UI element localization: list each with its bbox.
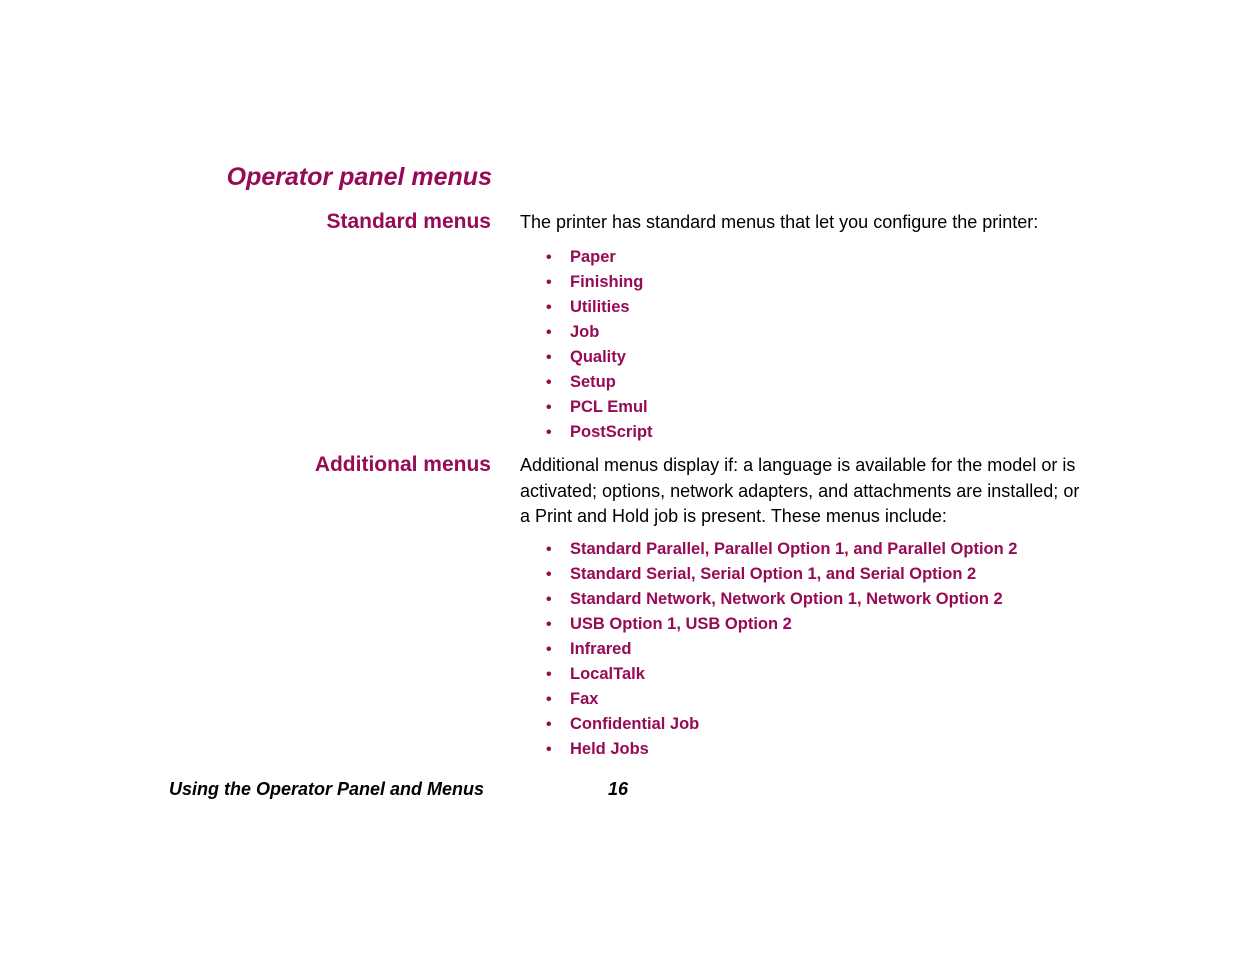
menu-item-label: Paper [570, 248, 616, 266]
menu-item-label: Quality [570, 348, 626, 366]
list-item [546, 395, 653, 420]
bullet-icon: • [546, 349, 552, 366]
list-item [546, 370, 653, 395]
menu-item-label: PCL Emul [570, 398, 648, 416]
page-number: 16 [608, 779, 629, 799]
additional-menus-heading: Additional menus [314, 453, 491, 476]
footer-chapter-title: Using the Operator Panel and Menus [169, 779, 485, 799]
bullet-icon: • [546, 591, 552, 608]
bullet-icon: • [546, 691, 552, 708]
menu-item-label: Standard Parallel, Parallel Option 1, and Parallel Option 2 [570, 540, 1018, 558]
list-item [546, 612, 1017, 637]
list-item [546, 345, 653, 370]
menu-item-label: Held Jobs [570, 740, 649, 758]
standard-menus-list [546, 245, 653, 445]
bullet-icon: • [546, 299, 552, 316]
list-item [546, 562, 1017, 587]
bullet-icon: • [546, 324, 552, 341]
list-item [546, 320, 653, 345]
standard-menus-intro: The printer has standard menus that let you configure the printer: [520, 212, 1039, 232]
menu-item-label: Standard Network, Network Option 1, Network Option 2 [570, 590, 1003, 608]
menu-item-label: Setup [570, 373, 616, 391]
bullet-icon: • [546, 249, 552, 266]
standard-menus-heading: Standard menus [326, 210, 491, 233]
list-item [546, 295, 653, 320]
bullet-icon: • [546, 666, 552, 683]
menu-item-label: Standard Serial, Serial Option 1, and Serial Option 2 [570, 565, 977, 583]
menu-item-label: Finishing [570, 273, 644, 291]
menu-item-label: Fax [570, 690, 599, 708]
list-item [546, 737, 1017, 762]
menu-item-label: USB Option 1, USB Option 2 [570, 615, 792, 633]
menu-item-label: Utilities [570, 298, 630, 316]
bullet-icon: • [546, 374, 552, 391]
additional-menus-intro: Additional menus display if: a language is available for the model or is activated; options, network adapters, and attachments are installed; or a Print and Hold job is present. These menus include: [520, 455, 1080, 526]
list-item [546, 245, 653, 270]
menu-item-label: PostScript [570, 423, 653, 441]
list-item [546, 712, 1017, 737]
list-item [546, 687, 1017, 712]
bullet-icon: • [546, 541, 552, 558]
bullet-icon: • [546, 741, 552, 758]
bullet-icon: • [546, 716, 552, 733]
page-title: Operator panel menus [226, 163, 492, 191]
menu-item-label: Confidential Job [570, 715, 700, 733]
list-item [546, 537, 1017, 562]
bullet-icon: • [546, 424, 552, 441]
menu-item-label: Infrared [570, 640, 632, 658]
list-item [546, 270, 653, 295]
bullet-icon: • [546, 566, 552, 583]
menu-item-label: Job [570, 323, 600, 341]
menu-item-label: LocalTalk [570, 665, 645, 683]
list-item [546, 587, 1017, 612]
bullet-icon: • [546, 274, 552, 291]
additional-menus-list [546, 537, 1017, 762]
bullet-icon: • [546, 616, 552, 633]
list-item [546, 637, 1017, 662]
bullet-icon: • [546, 399, 552, 416]
bullet-icon: • [546, 641, 552, 658]
list-item [546, 662, 1017, 687]
list-item [546, 420, 653, 445]
